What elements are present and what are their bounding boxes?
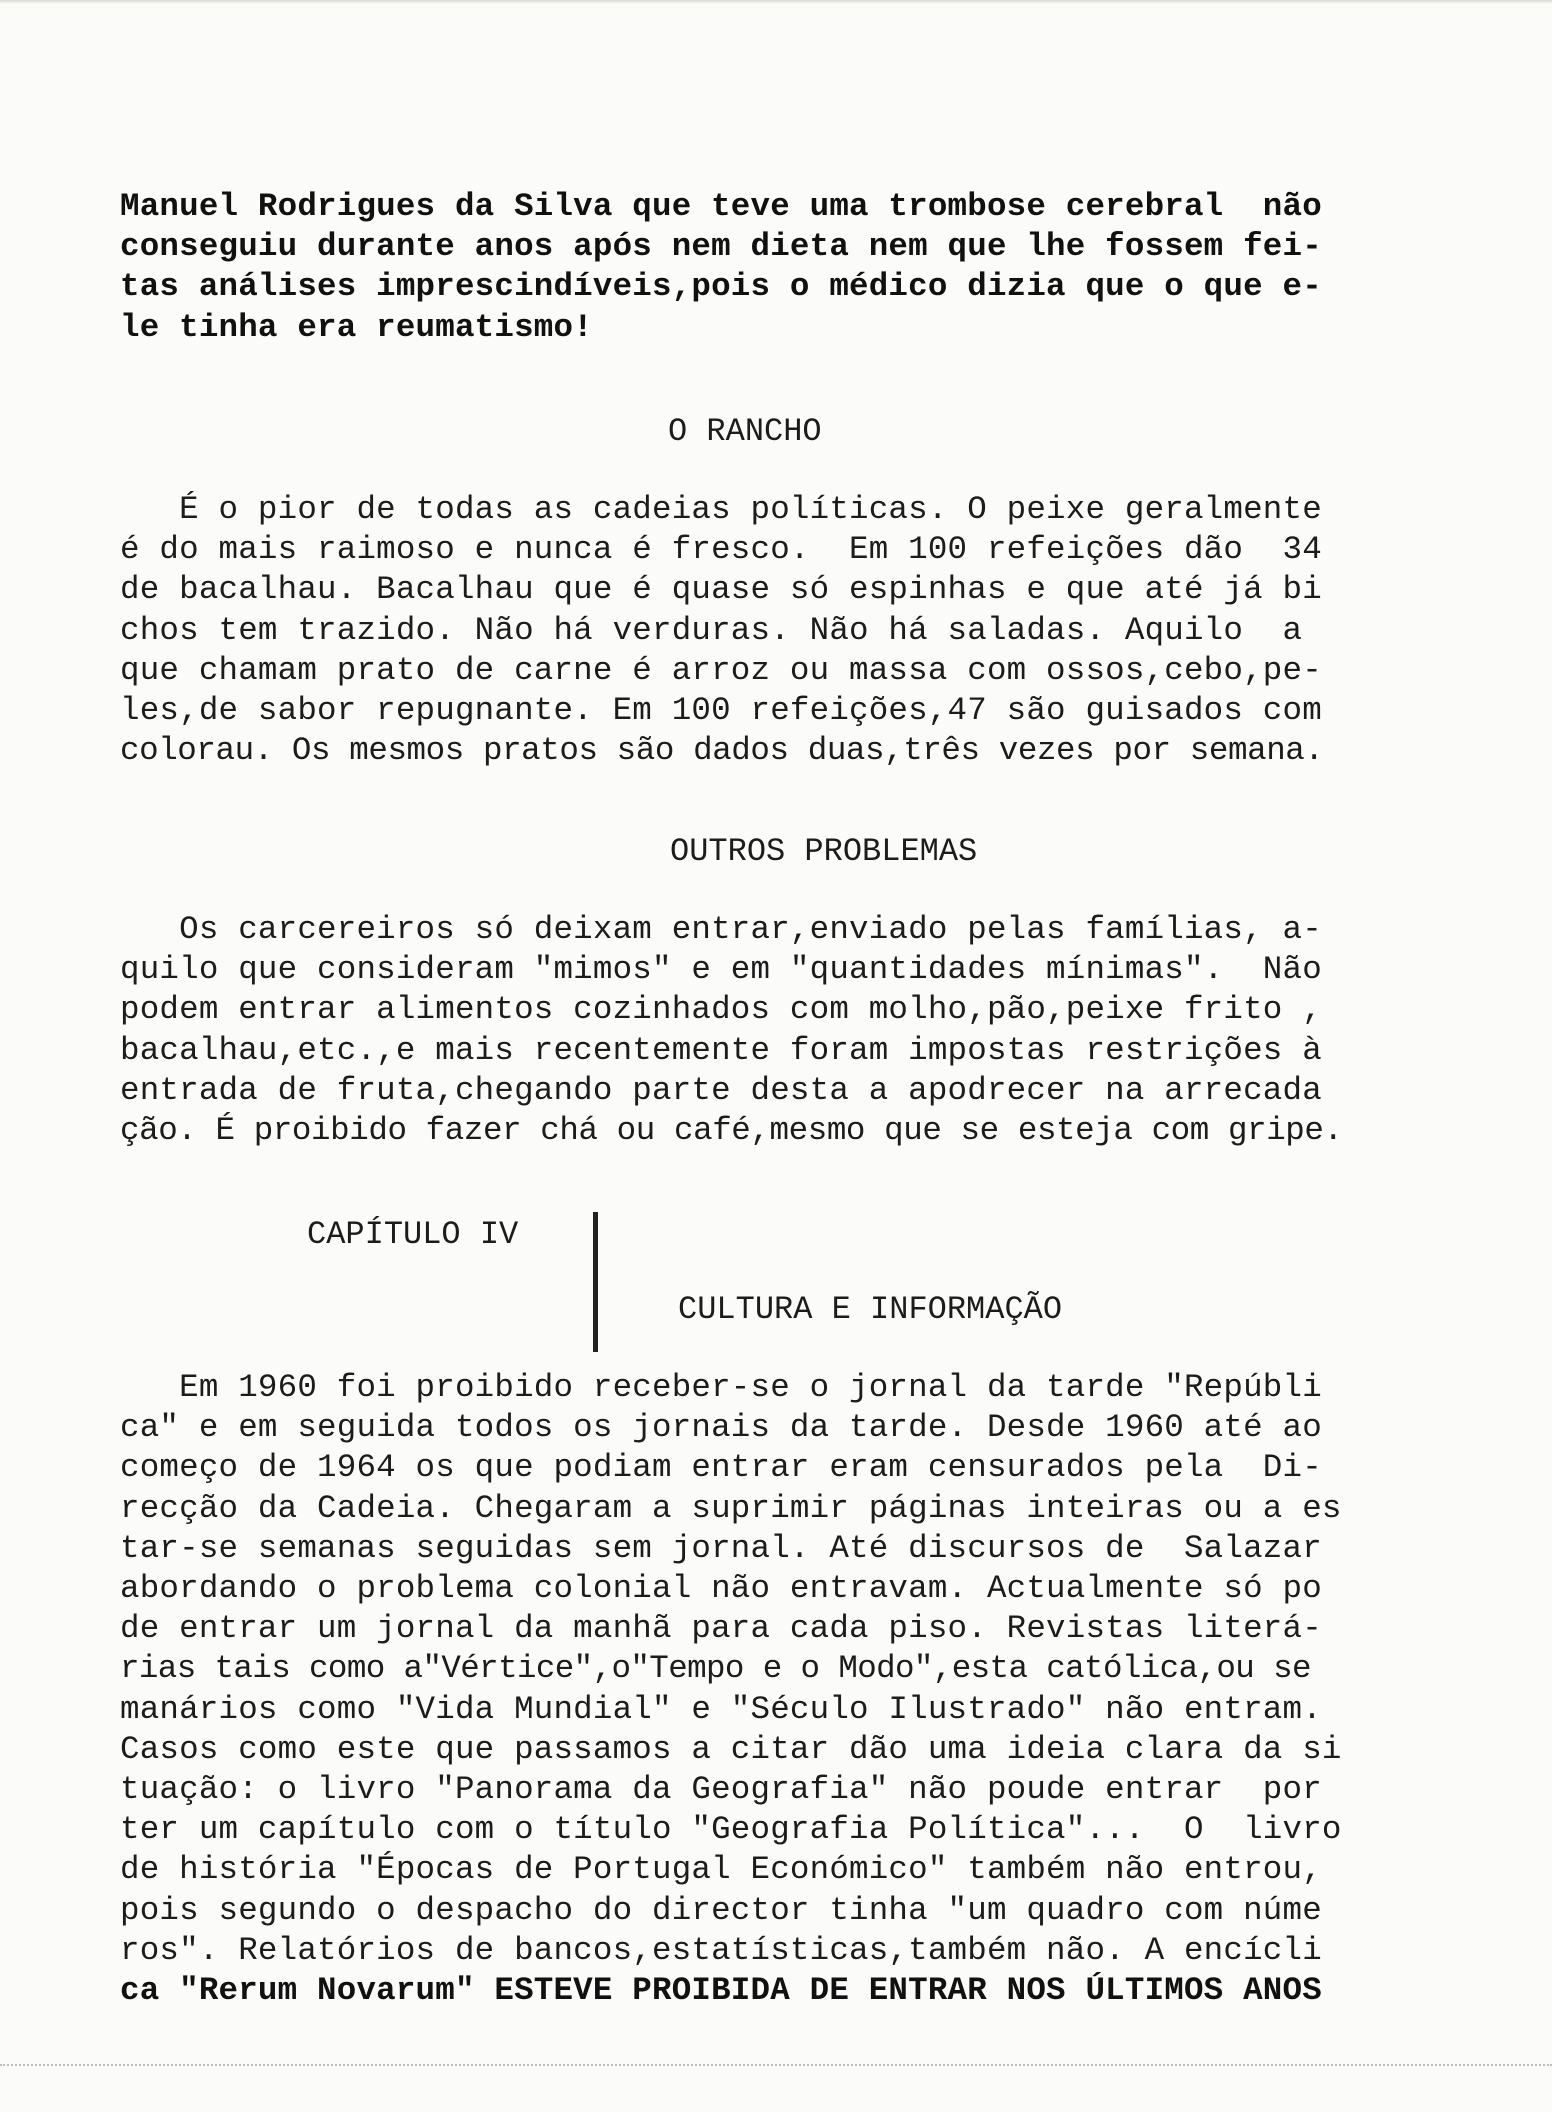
text-line: tas análises imprescindíveis,pois o médico dizia que o que e-: [120, 268, 1322, 306]
text-line: Em 1960 foi proibido receber-se o jornal da tarde "Repúbli: [120, 1369, 1322, 1406]
text-line: ter um capítulo com o título "Geografia Política"... O livro: [120, 1811, 1342, 1849]
text-line: tar-se semanas seguidas sem jornal. Até discursos de Salazar: [120, 1529, 1322, 1567]
page-top-edge: [0, 0, 1552, 4]
text-line: É o pior de todas as cadeias políticas. O peixe geralmente: [120, 491, 1322, 528]
text-line: abordando o problema colonial não entravam. Actualmente só po: [120, 1570, 1322, 1608]
text-line: rias tais como a"Vértice",o"Tempo e o Modo",esta católica,ou se: [120, 1650, 1311, 1688]
outros-paragraph: [120, 910, 1460, 1151]
text-line: ros". Relatórios de bancos,estatísticas,também não. A encícli: [120, 1931, 1322, 1969]
text-line: ca "Rerum Novarum" ESTEVE PROIBIDA DE ENTRAR NOS ÚLTIMOS ANOS: [120, 1972, 1322, 2010]
text-line: ção. É proibido fazer chá ou café,mesmo que se esteja com gripe.: [120, 1112, 1343, 1150]
text-line: entrada de fruta,chegando parte desta a apodrecer na arrecada: [120, 1071, 1322, 1109]
page-bottom-edge: [0, 2064, 1552, 2068]
text-line: começo de 1964 os que podiam entrar eram censurados pela Di-: [120, 1449, 1322, 1487]
text-line: Os carcereiros só deixam entrar,enviado pelas famílias, a-: [120, 911, 1322, 948]
text-line: pois segundo o despacho do director tinha "um quadro com núme: [120, 1891, 1322, 1929]
text-line: que chamam prato de carne é arroz ou massa com ossos,cebo,pe-: [120, 651, 1322, 689]
text-line: podem entrar alimentos cozinhados com molho,pão,peixe frito ,: [120, 991, 1322, 1029]
text-line: le tinha era reumatismo!: [120, 308, 593, 346]
text-line: Casos como este que passamos a citar dão uma ideia clara da si: [120, 1730, 1342, 1768]
text-line: de entrar um jornal da manhã para cada piso. Revistas literá-: [120, 1610, 1322, 1648]
text-line: de história "Épocas de Portugal Económico" também não entrou,: [120, 1851, 1322, 1889]
text-line: Manuel Rodrigues da Silva que teve uma trombose cerebral não: [120, 188, 1322, 225]
text-line: tuação: o livro "Panorama da Geografia" não poude entrar por: [120, 1771, 1322, 1809]
chapter-label: CAPÍTULO IV: [307, 1216, 519, 1253]
intro-paragraph: [120, 187, 1460, 348]
chapter-title: CULTURA E INFORMAÇÃO: [678, 1291, 1063, 1328]
text-line: chos tem trazido. Não há verduras. Não há saladas. Aquilo a: [120, 611, 1303, 649]
section-heading-rancho: O RANCHO: [668, 413, 822, 450]
text-line: ca" e em seguida todos os jornais da tarde. Desde 1960 até ao: [120, 1409, 1322, 1447]
section-heading-outros: OUTROS PROBLEMAS: [670, 833, 978, 870]
cultura-paragraph: [120, 1368, 1460, 2011]
text-line: é do mais raimoso e nunca é fresco. Em 100 refeições dão 34: [120, 531, 1322, 569]
text-line: manários como "Vida Mundial" e "Século Ilustrado" não entram.: [120, 1690, 1322, 1728]
text-line: conseguiu durante anos após nem dieta nem que lhe fossem fei-: [120, 228, 1322, 266]
text-line: bacalhau,etc.,e mais recentemente foram impostas restrições à: [120, 1031, 1322, 1069]
text-line: quilo que consideram "mimos" e em "quantidades mínimas". Não: [120, 951, 1322, 989]
text-line: recção da Cadeia. Chegaram a suprimir páginas inteiras ou a es: [120, 1489, 1342, 1527]
text-line: de bacalhau. Bacalhau que é quase só espinhas e que até já bi: [120, 571, 1322, 609]
text-line: les,de sabor repugnante. Em 100 refeições,47 são guisados com: [120, 692, 1322, 730]
text-line: colorau. Os mesmos pratos são dados duas,três vezes por semana.: [120, 732, 1324, 770]
rancho-paragraph: [120, 490, 1460, 771]
chapter-divider: [593, 1212, 598, 1352]
